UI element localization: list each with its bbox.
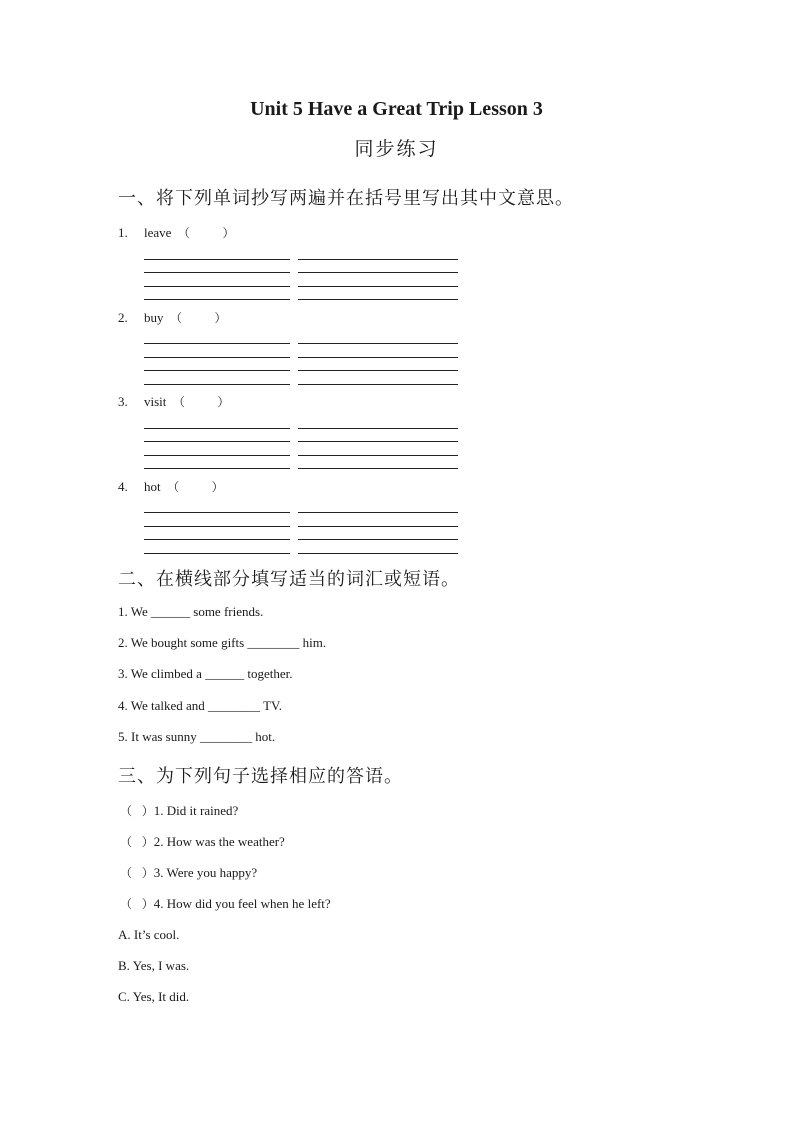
page-subtitle: 同步练习 bbox=[354, 138, 439, 160]
fill-sentence-5: 5. It was sunny ________ hot. bbox=[118, 729, 276, 744]
copy-line[interactable] bbox=[298, 343, 458, 344]
answer-bracket-close: ） bbox=[141, 835, 154, 849]
answer-bracket-close: ） bbox=[141, 897, 154, 911]
copy-line[interactable] bbox=[298, 512, 458, 513]
copy-line[interactable] bbox=[144, 343, 290, 344]
copy-line[interactable] bbox=[144, 512, 290, 513]
fill-sentence-3: 3. We climbed a ______ together. bbox=[118, 666, 293, 681]
vocab-item-2 bbox=[118, 309, 227, 326]
question-text: 3. Were you happy? bbox=[153, 865, 258, 880]
question-text: 2. How was the weather? bbox=[153, 834, 285, 849]
answer-option-c: C. Yes, It did. bbox=[118, 989, 190, 1004]
question-text: 4. How did you feel when he left? bbox=[153, 896, 331, 911]
copy-line[interactable] bbox=[298, 539, 458, 540]
close-paren: ） bbox=[214, 311, 227, 325]
copy-line[interactable] bbox=[298, 455, 458, 456]
fill-sentence-4: 4. We talked and ________ TV. bbox=[118, 698, 282, 713]
copy-line[interactable] bbox=[298, 526, 458, 527]
vocab-word: leave bbox=[144, 225, 172, 240]
choice-question-4 bbox=[120, 895, 331, 912]
answer-bracket-close: ） bbox=[141, 804, 154, 818]
vocab-word: hot bbox=[144, 479, 161, 494]
vocab-item-3 bbox=[118, 393, 229, 410]
copy-line[interactable] bbox=[298, 272, 458, 273]
open-paren: （ bbox=[167, 480, 180, 494]
copy-line[interactable] bbox=[298, 286, 458, 287]
copy-line[interactable] bbox=[298, 428, 458, 429]
copy-line[interactable] bbox=[144, 384, 290, 385]
copy-line[interactable] bbox=[298, 370, 458, 371]
copy-line[interactable] bbox=[144, 370, 290, 371]
copy-line[interactable] bbox=[144, 455, 290, 456]
close-paren: ） bbox=[211, 480, 224, 494]
vocab-item-4 bbox=[118, 478, 224, 495]
choice-question-1 bbox=[120, 802, 238, 819]
copy-line[interactable] bbox=[298, 441, 458, 442]
close-paren: ） bbox=[222, 226, 235, 240]
section-1-heading: 一、将下列单词抄写两遍并在括号里写出其中文意思。 bbox=[118, 188, 574, 209]
copy-line[interactable] bbox=[298, 299, 458, 300]
copy-line[interactable] bbox=[144, 539, 290, 540]
open-paren: （ bbox=[172, 395, 185, 409]
copy-line[interactable] bbox=[298, 553, 458, 554]
vocab-word: buy bbox=[144, 310, 164, 325]
copy-line[interactable] bbox=[144, 441, 290, 442]
vocab-number: 4. bbox=[118, 479, 128, 494]
question-text: 1. Did it rained? bbox=[153, 803, 239, 818]
answer-bracket-close: ） bbox=[141, 866, 154, 880]
open-paren: （ bbox=[170, 311, 183, 325]
section-2-heading: 二、在横线部分填写适当的词汇或短语。 bbox=[118, 569, 460, 590]
copy-line[interactable] bbox=[144, 357, 290, 358]
copy-line[interactable] bbox=[298, 468, 458, 469]
copy-line[interactable] bbox=[144, 526, 290, 527]
answer-option-b: B. Yes, I was. bbox=[118, 958, 190, 973]
copy-line[interactable] bbox=[298, 384, 458, 385]
close-paren: ） bbox=[217, 395, 230, 409]
answer-bracket-open: （ bbox=[120, 804, 133, 818]
answer-option-a: A. It’s cool. bbox=[118, 927, 180, 942]
open-paren: （ bbox=[177, 226, 190, 240]
answer-bracket-open: （ bbox=[120, 866, 133, 880]
copy-line[interactable] bbox=[144, 468, 290, 469]
vocab-item-1 bbox=[118, 224, 234, 241]
copy-line[interactable] bbox=[298, 357, 458, 358]
copy-line[interactable] bbox=[298, 259, 458, 260]
copy-line[interactable] bbox=[144, 553, 290, 554]
vocab-number: 1. bbox=[118, 225, 128, 240]
fill-sentence-1: 1. We ______ some friends. bbox=[118, 604, 264, 619]
vocab-number: 2. bbox=[118, 310, 128, 325]
vocab-word: visit bbox=[144, 394, 167, 409]
copy-line[interactable] bbox=[144, 286, 290, 287]
page-title: Unit 5 Have a Great Trip Lesson 3 bbox=[250, 98, 543, 120]
choice-question-3 bbox=[120, 864, 257, 881]
vocab-number: 3. bbox=[118, 394, 128, 409]
fill-sentence-2: 2. We bought some gifts ________ him. bbox=[118, 635, 327, 650]
copy-line[interactable] bbox=[144, 428, 290, 429]
copy-line[interactable] bbox=[144, 299, 290, 300]
copy-line[interactable] bbox=[144, 272, 290, 273]
answer-bracket-open: （ bbox=[120, 835, 133, 849]
copy-line[interactable] bbox=[144, 259, 290, 260]
choice-question-2 bbox=[120, 833, 285, 850]
answer-bracket-open: （ bbox=[120, 897, 133, 911]
section-3-heading: 三、为下列句子选择相应的答语。 bbox=[118, 766, 403, 787]
